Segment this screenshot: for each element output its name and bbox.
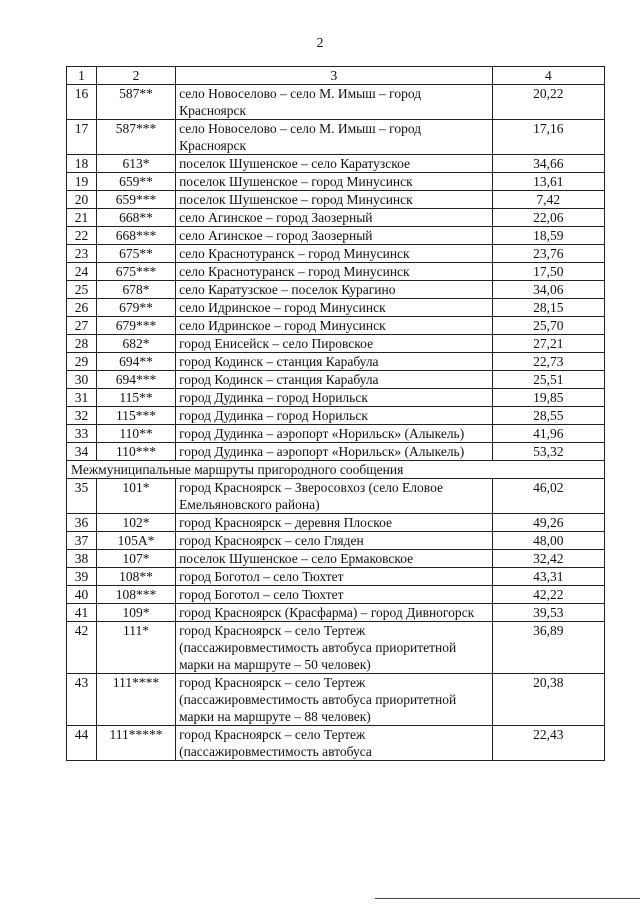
row-number: 17 (67, 120, 97, 155)
tariff-value: 22,73 (492, 353, 604, 371)
tariff-value: 28,55 (492, 407, 604, 425)
table-row (67, 425, 605, 443)
row-number: 29 (67, 353, 97, 371)
row-number: 35 (67, 479, 97, 514)
row-number: 28 (67, 335, 97, 353)
tariff-value: 46,02 (492, 479, 604, 514)
route-name: город Красноярск – село Гляден (176, 532, 493, 550)
table-row (67, 371, 605, 389)
table-row (67, 209, 605, 227)
tariff-value: 25,51 (492, 371, 604, 389)
route-code: 659*** (96, 191, 175, 209)
route-name: город Енисейск – село Пировское (176, 335, 493, 353)
tariff-value: 20,22 (492, 85, 604, 120)
header-col-2: 2 (96, 67, 175, 85)
row-number: 30 (67, 371, 97, 389)
route-name: город Дудинка – аэропорт «Норильск» (Алыкель) (176, 443, 493, 461)
route-name: город Боготол – село Тюхтет (176, 568, 493, 586)
route-name: город Дудинка – город Норильск (176, 389, 493, 407)
route-name: город Красноярск – деревня Плоское (176, 514, 493, 532)
route-code: 105А* (96, 532, 175, 550)
route-code: 101* (96, 479, 175, 514)
table-row (67, 245, 605, 263)
row-number: 26 (67, 299, 97, 317)
route-code: 111**** (96, 674, 175, 726)
table-row (67, 443, 605, 461)
route-name: город Красноярск – Зверосовхоз (село Еловое Емельяновского района) (176, 479, 493, 514)
tariff-value: 28,15 (492, 299, 604, 317)
row-number: 40 (67, 586, 97, 604)
table-row (67, 514, 605, 532)
route-code: 668** (96, 209, 175, 227)
page-number: 2 (316, 36, 324, 51)
table-row (67, 389, 605, 407)
tariff-value: 23,76 (492, 245, 604, 263)
row-number: 43 (67, 674, 97, 726)
tariff-value: 19,85 (492, 389, 604, 407)
header-col-3: 3 (176, 67, 493, 85)
table-row (67, 568, 605, 586)
route-code: 115*** (96, 407, 175, 425)
table-row (67, 726, 605, 761)
tariff-value: 41,96 (492, 425, 604, 443)
table-row (67, 263, 605, 281)
tariff-value: 43,31 (492, 568, 604, 586)
tariff-value: 49,26 (492, 514, 604, 532)
row-number: 41 (67, 604, 97, 622)
route-name: село Каратузское – поселок Курагино (176, 281, 493, 299)
route-code: 659** (96, 173, 175, 191)
tariff-value: 34,66 (492, 155, 604, 173)
route-name: город Боготол – село Тюхтет (176, 586, 493, 604)
table-row (67, 227, 605, 245)
tariff-value: 13,61 (492, 173, 604, 191)
route-name: город Красноярск – село Тертеж (пассажировместимость автобуса приоритетной марки на маршруте – 88 человек) (176, 674, 493, 726)
route-code: 678* (96, 281, 175, 299)
tariff-value: 25,70 (492, 317, 604, 335)
row-number: 33 (67, 425, 97, 443)
row-number: 32 (67, 407, 97, 425)
table-row (67, 299, 605, 317)
route-code: 675*** (96, 263, 175, 281)
tariff-value: 17,16 (492, 120, 604, 155)
route-name: город Красноярск – село Тертеж (пассажировместимость автобуса (176, 726, 493, 761)
table-row (67, 120, 605, 155)
route-name: село Новоселово – село М. Имыш – город Красноярск (176, 85, 493, 120)
table-row (67, 281, 605, 299)
row-number: 36 (67, 514, 97, 532)
route-code: 679*** (96, 317, 175, 335)
route-name: село Идринское – город Минусинск (176, 299, 493, 317)
tariff-value: 18,59 (492, 227, 604, 245)
row-number: 42 (67, 622, 97, 674)
route-name: село Краснотуранск – город Минусинск (176, 263, 493, 281)
section-title: Межмуниципальные маршруты пригородного сообщения (67, 461, 605, 479)
route-name: село Агинское – город Заозерный (176, 227, 493, 245)
table-row (67, 479, 605, 514)
route-code: 102* (96, 514, 175, 532)
table-row (67, 604, 605, 622)
tariff-value: 17,50 (492, 263, 604, 281)
table-row (67, 674, 605, 726)
route-name: поселок Шушенское – город Минусинск (176, 173, 493, 191)
route-code: 694*** (96, 371, 175, 389)
tariff-table (66, 66, 605, 761)
table-row (67, 173, 605, 191)
route-name: поселок Шушенское – село Ермаковское (176, 550, 493, 568)
route-code: 110*** (96, 443, 175, 461)
row-number: 16 (67, 85, 97, 120)
route-name: город Кодинск – станция Карабула (176, 353, 493, 371)
route-name: город Кодинск – станция Карабула (176, 371, 493, 389)
tariff-value: 32,42 (492, 550, 604, 568)
row-number: 18 (67, 155, 97, 173)
row-number: 38 (67, 550, 97, 568)
page-bottom-line (375, 898, 640, 899)
row-number: 21 (67, 209, 97, 227)
route-code: 111* (96, 622, 175, 674)
table-row (67, 622, 605, 674)
tariff-value: 7,42 (492, 191, 604, 209)
route-code: 675** (96, 245, 175, 263)
table-row (67, 85, 605, 120)
row-number: 31 (67, 389, 97, 407)
route-code: 679** (96, 299, 175, 317)
tariff-value: 22,06 (492, 209, 604, 227)
table-row (67, 550, 605, 568)
route-code: 668*** (96, 227, 175, 245)
route-name: город Дудинка – аэропорт «Норильск» (Алыкель) (176, 425, 493, 443)
row-number: 23 (67, 245, 97, 263)
route-code: 110** (96, 425, 175, 443)
tariff-value: 22,43 (492, 726, 604, 761)
row-number: 19 (67, 173, 97, 191)
route-code: 587** (96, 85, 175, 120)
header-col-1: 1 (67, 67, 97, 85)
tariff-value: 53,32 (492, 443, 604, 461)
row-number: 39 (67, 568, 97, 586)
route-name: поселок Шушенское – город Минусинск (176, 191, 493, 209)
route-name: поселок Шушенское – село Каратузское (176, 155, 493, 173)
table-row (67, 353, 605, 371)
route-code: 613* (96, 155, 175, 173)
row-number: 20 (67, 191, 97, 209)
tariff-value: 39,53 (492, 604, 604, 622)
route-code: 108** (96, 568, 175, 586)
table-row (67, 191, 605, 209)
table-header-row (67, 67, 605, 85)
tariff-value: 36,89 (492, 622, 604, 674)
table-row (67, 532, 605, 550)
table-row (67, 317, 605, 335)
route-name: город Красноярск – село Тертеж (пассажировместимость автобуса приоритетной марки на маршруте – 50 человек) (176, 622, 493, 674)
route-name: село Агинское – город Заозерный (176, 209, 493, 227)
tariff-value: 48,00 (492, 532, 604, 550)
route-code: 587*** (96, 120, 175, 155)
table-row (67, 407, 605, 425)
route-code: 682* (96, 335, 175, 353)
table-row (67, 586, 605, 604)
header-col-4: 4 (492, 67, 604, 85)
row-number: 44 (67, 726, 97, 761)
route-code: 694** (96, 353, 175, 371)
route-name: город Красноярск (Красфарма) – город Дивногорск (176, 604, 493, 622)
route-name: село Идринское – город Минусинск (176, 317, 493, 335)
route-code: 109* (96, 604, 175, 622)
route-code: 111***** (96, 726, 175, 761)
row-number: 27 (67, 317, 97, 335)
table-row (67, 155, 605, 173)
table-row (67, 335, 605, 353)
tariff-value: 34,06 (492, 281, 604, 299)
route-code: 115** (96, 389, 175, 407)
section-header-row (67, 461, 605, 479)
route-code: 107* (96, 550, 175, 568)
tariff-value: 27,21 (492, 335, 604, 353)
route-code: 108*** (96, 586, 175, 604)
tariff-value: 20,38 (492, 674, 604, 726)
tariff-value: 42,22 (492, 586, 604, 604)
row-number: 25 (67, 281, 97, 299)
route-name: село Краснотуранск – город Минусинск (176, 245, 493, 263)
row-number: 22 (67, 227, 97, 245)
row-number: 24 (67, 263, 97, 281)
row-number: 34 (67, 443, 97, 461)
route-name: город Дудинка – город Норильск (176, 407, 493, 425)
route-name: село Новоселово – село М. Имыш – город Красноярск (176, 120, 493, 155)
row-number: 37 (67, 532, 97, 550)
